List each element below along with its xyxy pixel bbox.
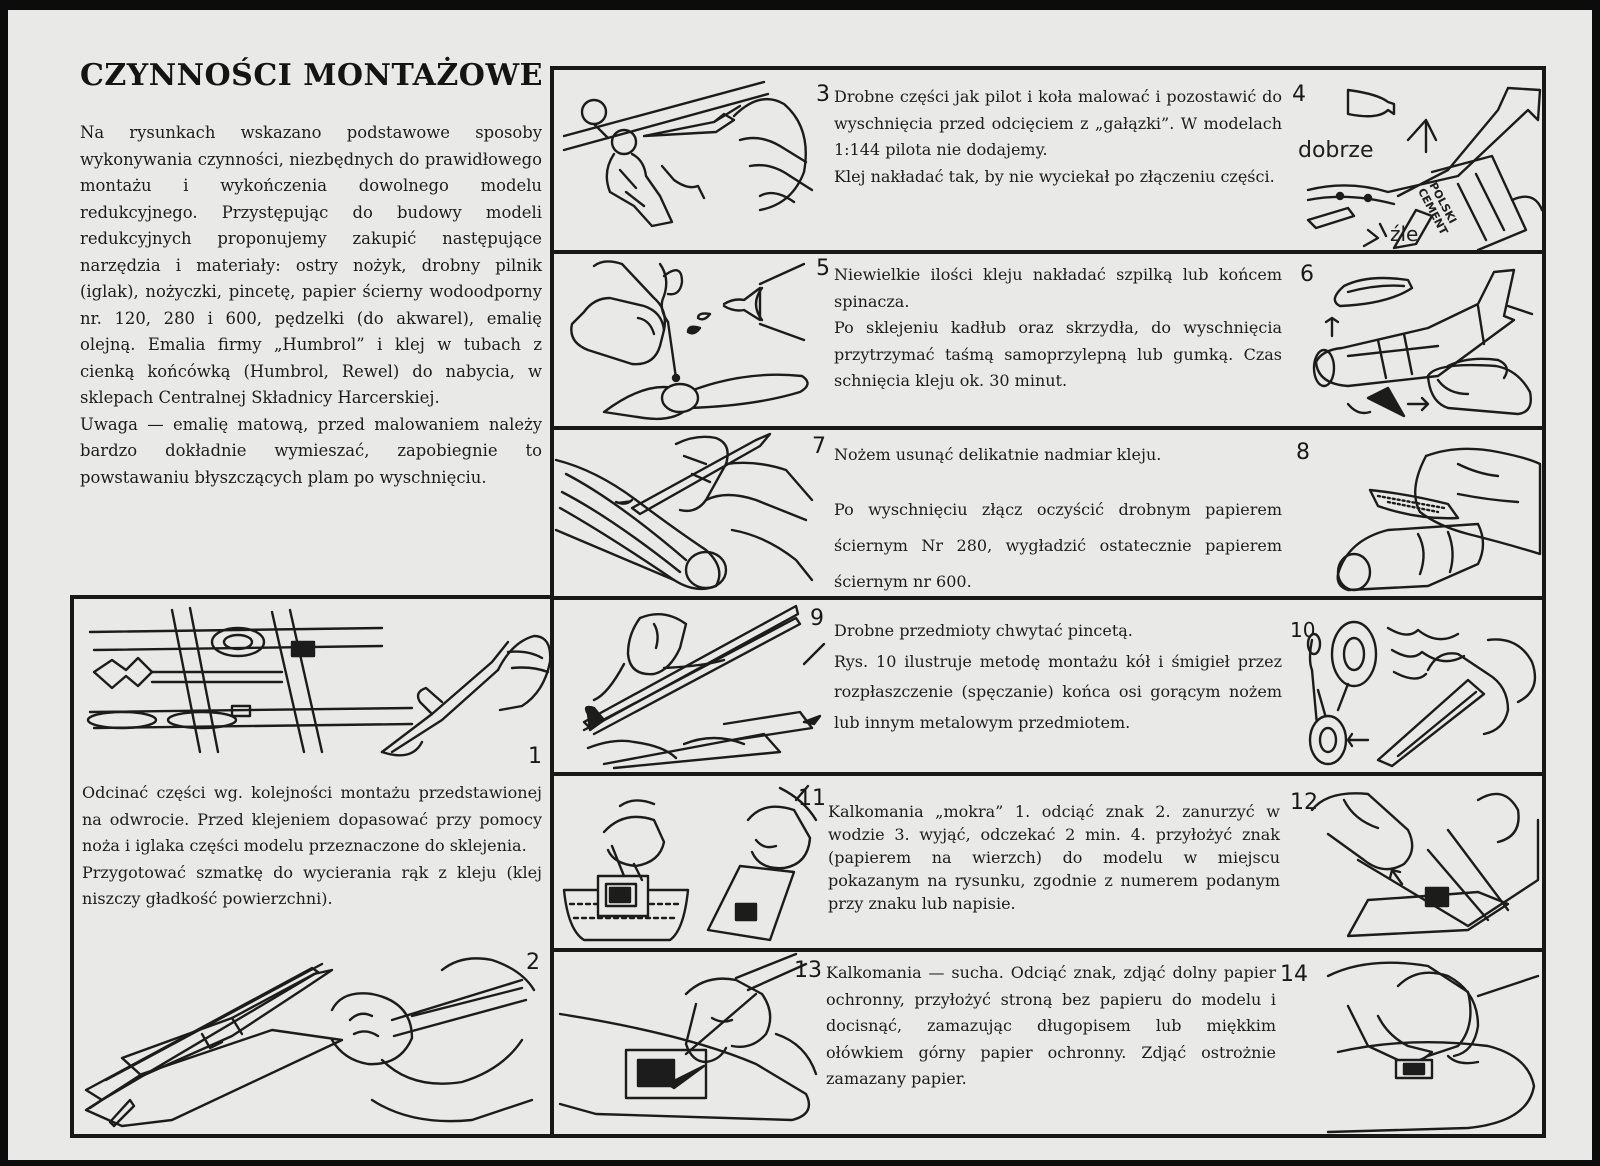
knife-trimming-illustration — [556, 430, 816, 594]
divider-row-5 — [550, 948, 1546, 952]
pilot-painting-illustration — [564, 76, 814, 246]
tube-label: POLSKI CEMENT — [1415, 180, 1460, 238]
step-11-text: Kalkomania „mokra” 1. odciąć znak 2. zanurzyć w wodzie 3. wyjąć, odczekać 2 min. 4. przyłożyć znak (papierem na wierzch) do modelu w miejscu pokazanym na rysunku, zgodnie z numerem podanym przy znaku lub napisie. — [828, 802, 1280, 913]
knife-and-file-illustration — [82, 950, 542, 1130]
step-12-number: 12 — [1290, 790, 1318, 815]
step-6-number: 6 — [1300, 262, 1314, 287]
step-5-number: 5 — [816, 256, 830, 281]
intro-text — [80, 120, 542, 491]
step-1-text-main: Odcinać części wg. kolejności montażu przedstawionej na odwrocie. Przed klejeniem dopasować przy pomocy noża i iglaka części modelu przeznaczone do sklejenia. — [82, 783, 542, 855]
step-10-number: 10 — [1290, 618, 1316, 642]
step-3-number: 3 — [816, 82, 830, 107]
step-9-text — [834, 616, 1282, 738]
sprue-cutting-illustration — [82, 602, 542, 762]
step-9-text-main: Drobne przedmioty chwytać pincetą. — [834, 621, 1133, 640]
step-7-number: 7 — [812, 434, 826, 459]
pin-glue-illustration — [564, 258, 824, 422]
instruction-sheet — [8, 10, 1592, 1160]
intro-paragraph: Na rysunkach wskazano podstawowe sposoby wykonywania czynności, niezbędnych do prawidłowego montażu i wykończenia dowolnego modelu redukcyjnego. Przystępując do budowy modeli redukcyjnych proponujemy zakupić następujące narzędzia i materiały: ostry nożyk, drobny pilnik (iglak), nożyczki, pincetę, papier ścierny wodoodporny nr. 120, 280 i 600, pędzelki (do akwarel), emalię olejną. Emalia firmy „Humbrol” i klej w tubach z cienką końcówką (Humbrol, Rewel) do nabycia, w sklepach Centralnej Składnicy Harcerskiej. — [80, 123, 542, 407]
step-13-text: Kalkomania — sucha. Odciąć znak, zdjąć dolny papier ochronny, przyłożyć stroną bez papieru do modelu i docisnąć, zamazując długopisem lub miękkim ołówkiem górny papier ochronny. Zdjąć ostrożnie zamazany papier. — [826, 963, 1276, 1088]
tweezers-illustration — [564, 604, 828, 768]
fuselage-drying-illustration — [1308, 266, 1542, 422]
step-3-text-main: Drobne części jak pilot i koła malować i pozostawić do wyschnięcia przed odcięciem z „gałązki”. W modelach 1:144 pilota nie dodajemy. — [834, 87, 1282, 159]
sanding-illustration — [1308, 434, 1542, 594]
step-9-text-note: Rys. 10 ilustruje metodę montażu kół i śmigieł przez rozpłaszczenie (spęczanie) końca osi gorącym nożem lub innym metalowym przedmiotem. — [834, 651, 1282, 732]
step-1-number: 1 — [528, 744, 542, 769]
step-1-text — [82, 780, 542, 913]
step-5-text — [834, 262, 1282, 395]
step-3-text-note: Klej nakładać tak, by nie wyciekał po złączeniu części. — [834, 166, 1275, 186]
step-13-number: 13 — [794, 958, 822, 983]
intro-note: Uwaga — emalię matową, przed malowaniem należy bardzo dokładnie wymieszać, zapobiegnie to powstawaniu błyszczących plam po wyschnięciu. — [80, 414, 542, 487]
wet-decal-illustration — [564, 780, 828, 944]
step-8-text: Po wyschnięciu złącz oczyścić drobnym papierem ściernym Nr 280, wygładzić ostatecznie papierem ściernym nr 600. — [834, 500, 1282, 591]
glue-tube-illustration — [1308, 80, 1542, 250]
step-5-text-main: Niewielkie ilości kleju nakładać szpilką lub końcem spinacza. — [834, 265, 1282, 311]
dry-decal-illustration — [556, 954, 826, 1130]
label-good: dobrze — [1298, 138, 1374, 163]
step-2-number: 2 — [526, 950, 540, 975]
divider-row-4 — [550, 772, 1546, 776]
label-bad: źle — [1390, 222, 1419, 246]
wheel-assembly-illustration — [1308, 610, 1542, 768]
step-3-text — [834, 84, 1282, 190]
divider-row-1 — [550, 250, 1546, 254]
page-title: CZYNNOŚCI MONTAŻOWE — [80, 58, 544, 93]
step-7-text: Nożem usunąć delikatnie nadmiar kleju. — [834, 445, 1162, 464]
step-11-number: 11 — [798, 786, 826, 811]
step-8-number: 8 — [1296, 440, 1310, 465]
step-9-number: 9 — [810, 606, 824, 631]
step-1-text-note: Przygotować szmatkę do wycierania rąk z kleju (klej niszczy gładkość powierzchni). — [82, 862, 542, 908]
step-4-number: 4 — [1292, 82, 1306, 107]
decal-rubbing-illustration — [1308, 956, 1542, 1134]
step-5-text-note: Po sklejeniu kadłub oraz skrzydła, do wyschnięcia przytrzymać taśmą samoprzylepną lub gumką. Czas schnięcia kleju ok. 30 minut. — [834, 318, 1282, 390]
step-14-number: 14 — [1280, 962, 1308, 987]
decal-placement-illustration — [1308, 780, 1542, 944]
